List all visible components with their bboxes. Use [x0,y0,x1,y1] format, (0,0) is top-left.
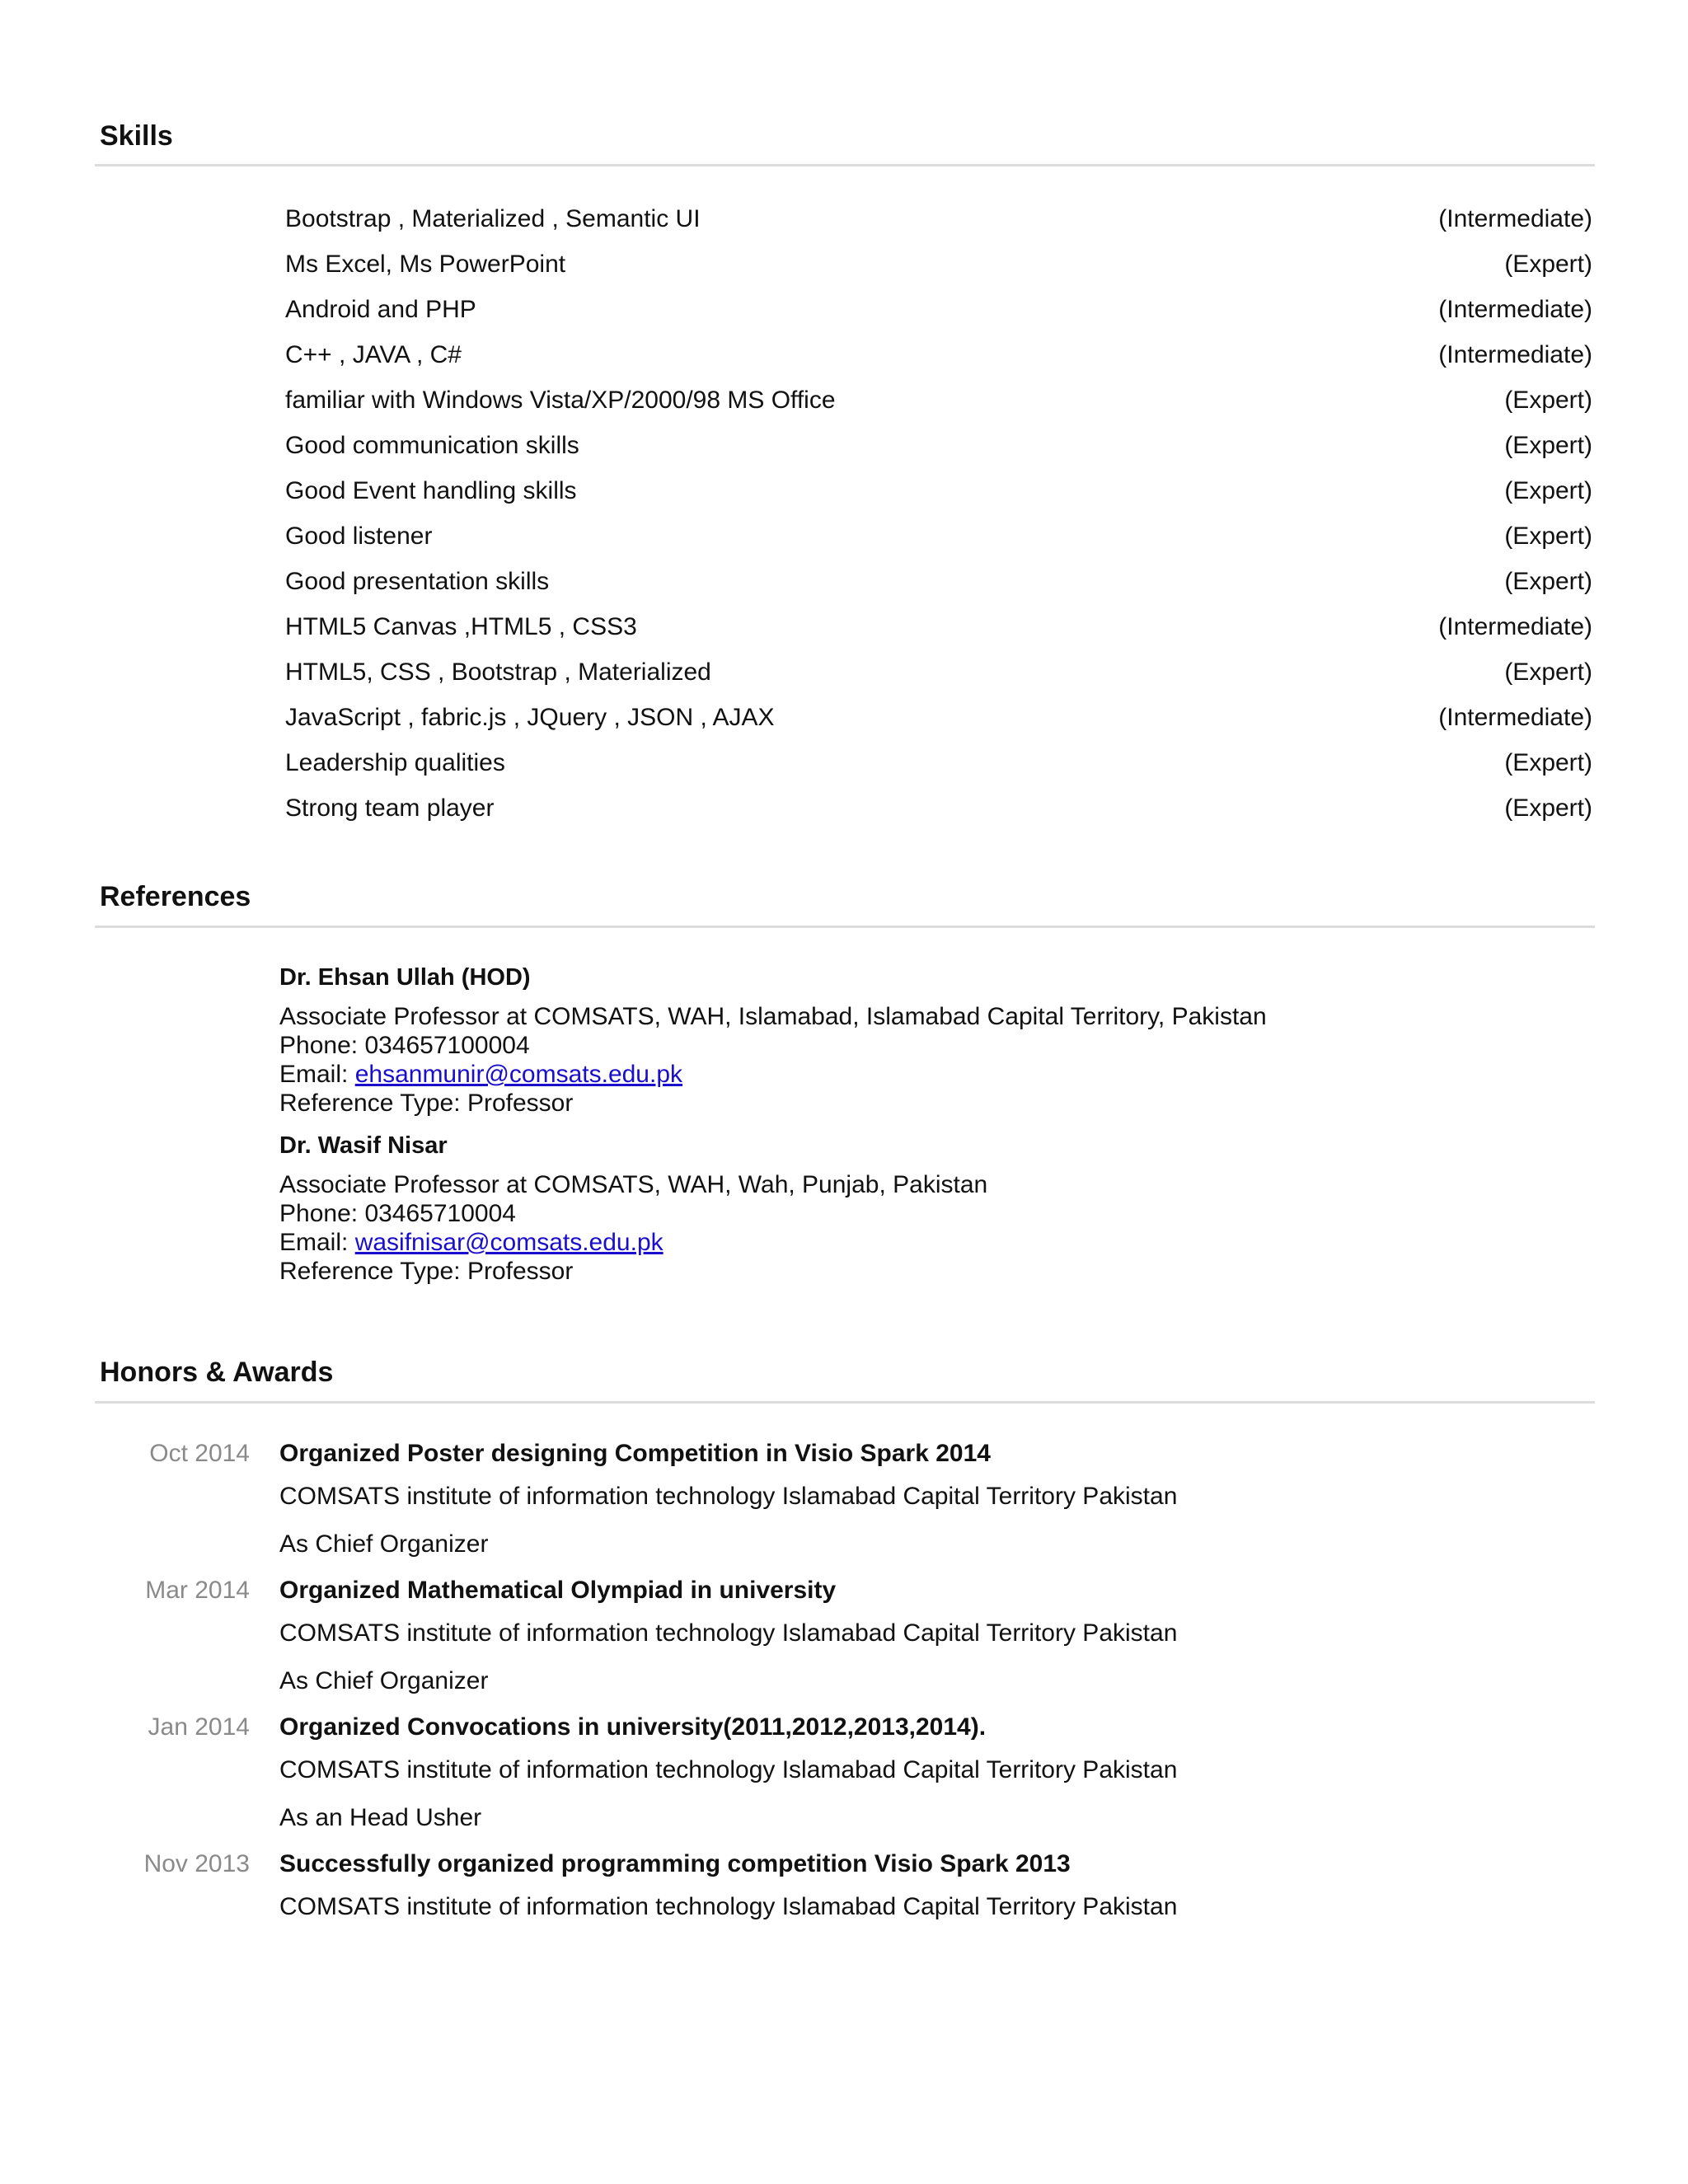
skill-row [285,518,1592,564]
email-link[interactable]: wasifnisar@comsats.edu.pk [354,1229,663,1256]
honor-organization: COMSATS institute of information technology Islamabad Capital Territory Pakistan [279,1893,1178,1920]
skill-level: (Expert) [1504,658,1592,686]
skill-row [285,745,1592,790]
honor-title: Successfully organized programming competition Visio Spark 2013 [279,1850,1071,1877]
reference-email [279,1228,1565,1257]
skill-level: (Expert) [1504,749,1592,776]
skill-level: (Intermediate) [1438,296,1592,323]
references-heading: References [100,881,251,912]
reference-phone [279,1199,1565,1228]
skill-name: C++ , JAVA , C# [285,341,462,368]
skill-row [285,654,1592,700]
honor-title: Organized Mathematical Olympiad in university [279,1577,837,1604]
skill-row [285,700,1592,745]
skill-level: (Intermediate) [1438,704,1592,731]
skill-name: JavaScript , fabric.js , JQuery , JSON , AJAX [285,704,775,731]
skill-row [285,564,1592,609]
skill-name: Strong team player [285,794,495,822]
skill-row [285,292,1592,337]
honor-title: Organized Convocations in university(2011,2012,2013,2014). [279,1713,987,1741]
skill-row [285,246,1592,292]
references-list [279,963,1565,1299]
honor-role: As Chief Organizer [279,1667,489,1694]
skills-divider [95,164,1595,166]
skills-heading: Skills [100,120,173,152]
email-link[interactable]: ehsanmunir@comsats.edu.pk [354,1061,683,1088]
skill-level: (Expert) [1504,251,1592,278]
reference-name: Dr. Wasif Nisar [279,1132,448,1159]
skill-name: Leadership qualities [285,749,505,776]
skills-list [285,201,1592,836]
honor-entry [0,1436,1688,1572]
skill-name: HTML5 Canvas ,HTML5 , CSS3 [285,613,637,640]
skill-name: Ms Excel, Ms PowerPoint [285,251,566,278]
honor-organization: COMSATS institute of information technology Islamabad Capital Territory Pakistan [279,1756,1178,1783]
reference-phone [279,1031,1565,1060]
reference-position: Associate Professor at COMSATS, WAH, Wah, Punjab, Pakistan [279,1171,988,1198]
reference-type-label: Reference Type: [279,1090,461,1117]
reference-entry [279,1131,1565,1286]
honors-divider [95,1401,1595,1404]
reference-email [279,1060,1565,1089]
skill-name: Android and PHP [285,296,476,323]
phone-value: 03465710004 [364,1200,516,1227]
honor-date: Jan 2014 [148,1713,250,1741]
skill-name: Bootstrap , Materialized , Semantic UI [285,205,701,232]
honor-organization: COMSATS institute of information technology Islamabad Capital Territory Pakistan [279,1483,1178,1510]
honor-entry [0,1572,1688,1709]
honor-title: Organized Poster designing Competition in Visio Spark 2014 [279,1440,991,1467]
skill-level: (Expert) [1504,432,1592,459]
skill-row [285,337,1592,382]
reference-type [279,1089,1565,1118]
reference-type [279,1257,1565,1286]
honor-date: Oct 2014 [149,1440,250,1467]
skill-name: Good communication skills [285,432,579,459]
honors-heading: Honors & Awards [100,1357,334,1388]
skill-name: familiar with Windows Vista/XP/2000/98 MS Office [285,387,836,414]
skill-name: Good listener [285,523,433,550]
honor-date: Nov 2013 [143,1850,250,1877]
honors-list [0,1436,1688,1983]
reference-name: Dr. Ehsan Ullah (HOD) [279,964,531,991]
phone-label: Phone: [279,1032,359,1059]
skill-level: (Intermediate) [1438,205,1592,232]
reference-type-value: Professor [467,1090,574,1117]
reference-type-value: Professor [467,1258,574,1285]
phone-value: 034657100004 [364,1032,530,1059]
email-label: Email: [279,1229,349,1256]
honor-entry [0,1846,1688,1983]
reference-entry [279,963,1565,1118]
honor-entry [0,1709,1688,1846]
skill-level: (Expert) [1504,523,1592,550]
skill-level: (Expert) [1504,568,1592,595]
honor-role: As an Head Usher [279,1804,482,1831]
honor-role: As Chief Organizer [279,1530,489,1558]
skill-name: Good Event handling skills [285,477,577,504]
phone-label: Phone: [279,1200,359,1227]
email-label: Email: [279,1061,349,1088]
skill-level: (Intermediate) [1438,341,1592,368]
reference-type-label: Reference Type: [279,1258,461,1285]
skill-row [285,473,1592,518]
skill-level: (Expert) [1504,387,1592,414]
skill-level: (Intermediate) [1438,613,1592,640]
skill-row [285,382,1592,428]
skill-row [285,790,1592,836]
honor-date: Mar 2014 [145,1577,250,1604]
skill-row [285,201,1592,246]
references-divider [95,926,1595,928]
reference-position: Associate Professor at COMSATS, WAH, Islamabad, Islamabad Capital Territory, Pakistan [279,1003,1267,1030]
skill-level: (Expert) [1504,477,1592,504]
skill-name: Good presentation skills [285,568,550,595]
honor-organization: COMSATS institute of information technology Islamabad Capital Territory Pakistan [279,1619,1178,1647]
skill-row [285,609,1592,654]
skill-name: HTML5, CSS , Bootstrap , Materialized [285,658,711,686]
skill-row [285,428,1592,473]
skill-level: (Expert) [1504,794,1592,822]
